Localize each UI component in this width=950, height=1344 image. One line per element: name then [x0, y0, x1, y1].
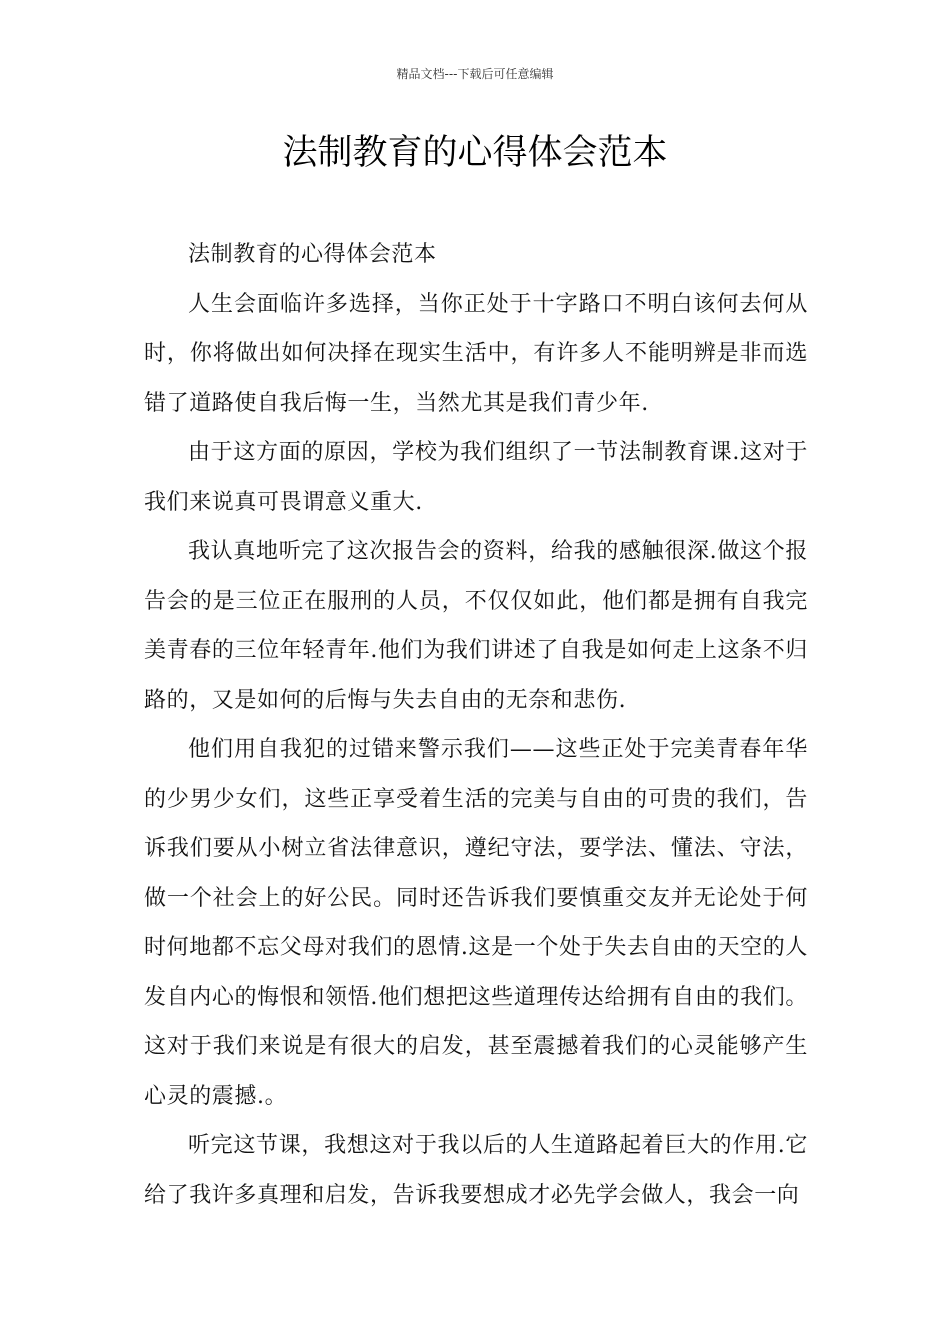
paragraph: 我认真地听完了这次报告会的资料，给我的感触很深.做这个报告会的是三位正在服刑的人员，不仅仅如此，他们都是拥有自我完美青春的三位年轻青年.他们为我们讲述了自我是如何走上这条不归路的，又是如何的后悔与失去自由的无奈和悲伤.	[144, 539, 808, 713]
paragraph: 他们用自我犯的过错来警示我们——这些正处于完美青春年华的少男少女们，这些正享受着生活的完美与自由的可贵的我们，告诉我们要从小树立省法律意识，遵纪守法，要学法、懂法、守法，做一个社会上的好公民。同时还告诉我们要慎重交友并无论处于何时何地都不忘父母对我们的恩情.这是一个处于失去自由的天空的人发自内心的悔恨和领悟.他们想把这些道理传达给拥有自由的我们。这对于我们来说是有很大的启发，甚至震撼着我们的心灵能够产生心灵的震撼.。	[144, 737, 808, 1109]
document-body	[144, 230, 808, 1220]
document-title: 法制教育的心得体会范本	[282, 133, 668, 173]
header-note: 精品文档---下载后可任意编辑	[396, 67, 554, 81]
paragraph: 人生会面临许多选择，当你正处于十字路口不明白该何去何从时，你将做出如何决择在现实生活中，有许多人不能明辨是非而选错了道路使自我后悔一生，当然尤其是我们青少年.	[144, 291, 808, 416]
paragraph-subtitle: 法制教育的心得体会范本	[188, 242, 437, 267]
paragraph: 听完这节课，我想这对于我以后的人生道路起着巨大的作用.它给了我许多真理和启发，告诉我要想成才必先学会做人，我会一向	[144, 1133, 808, 1208]
paragraph: 由于这方面的原因，学校为我们组织了一节法制教育课.这对于我们来说真可畏谓意义重大.	[144, 440, 808, 515]
